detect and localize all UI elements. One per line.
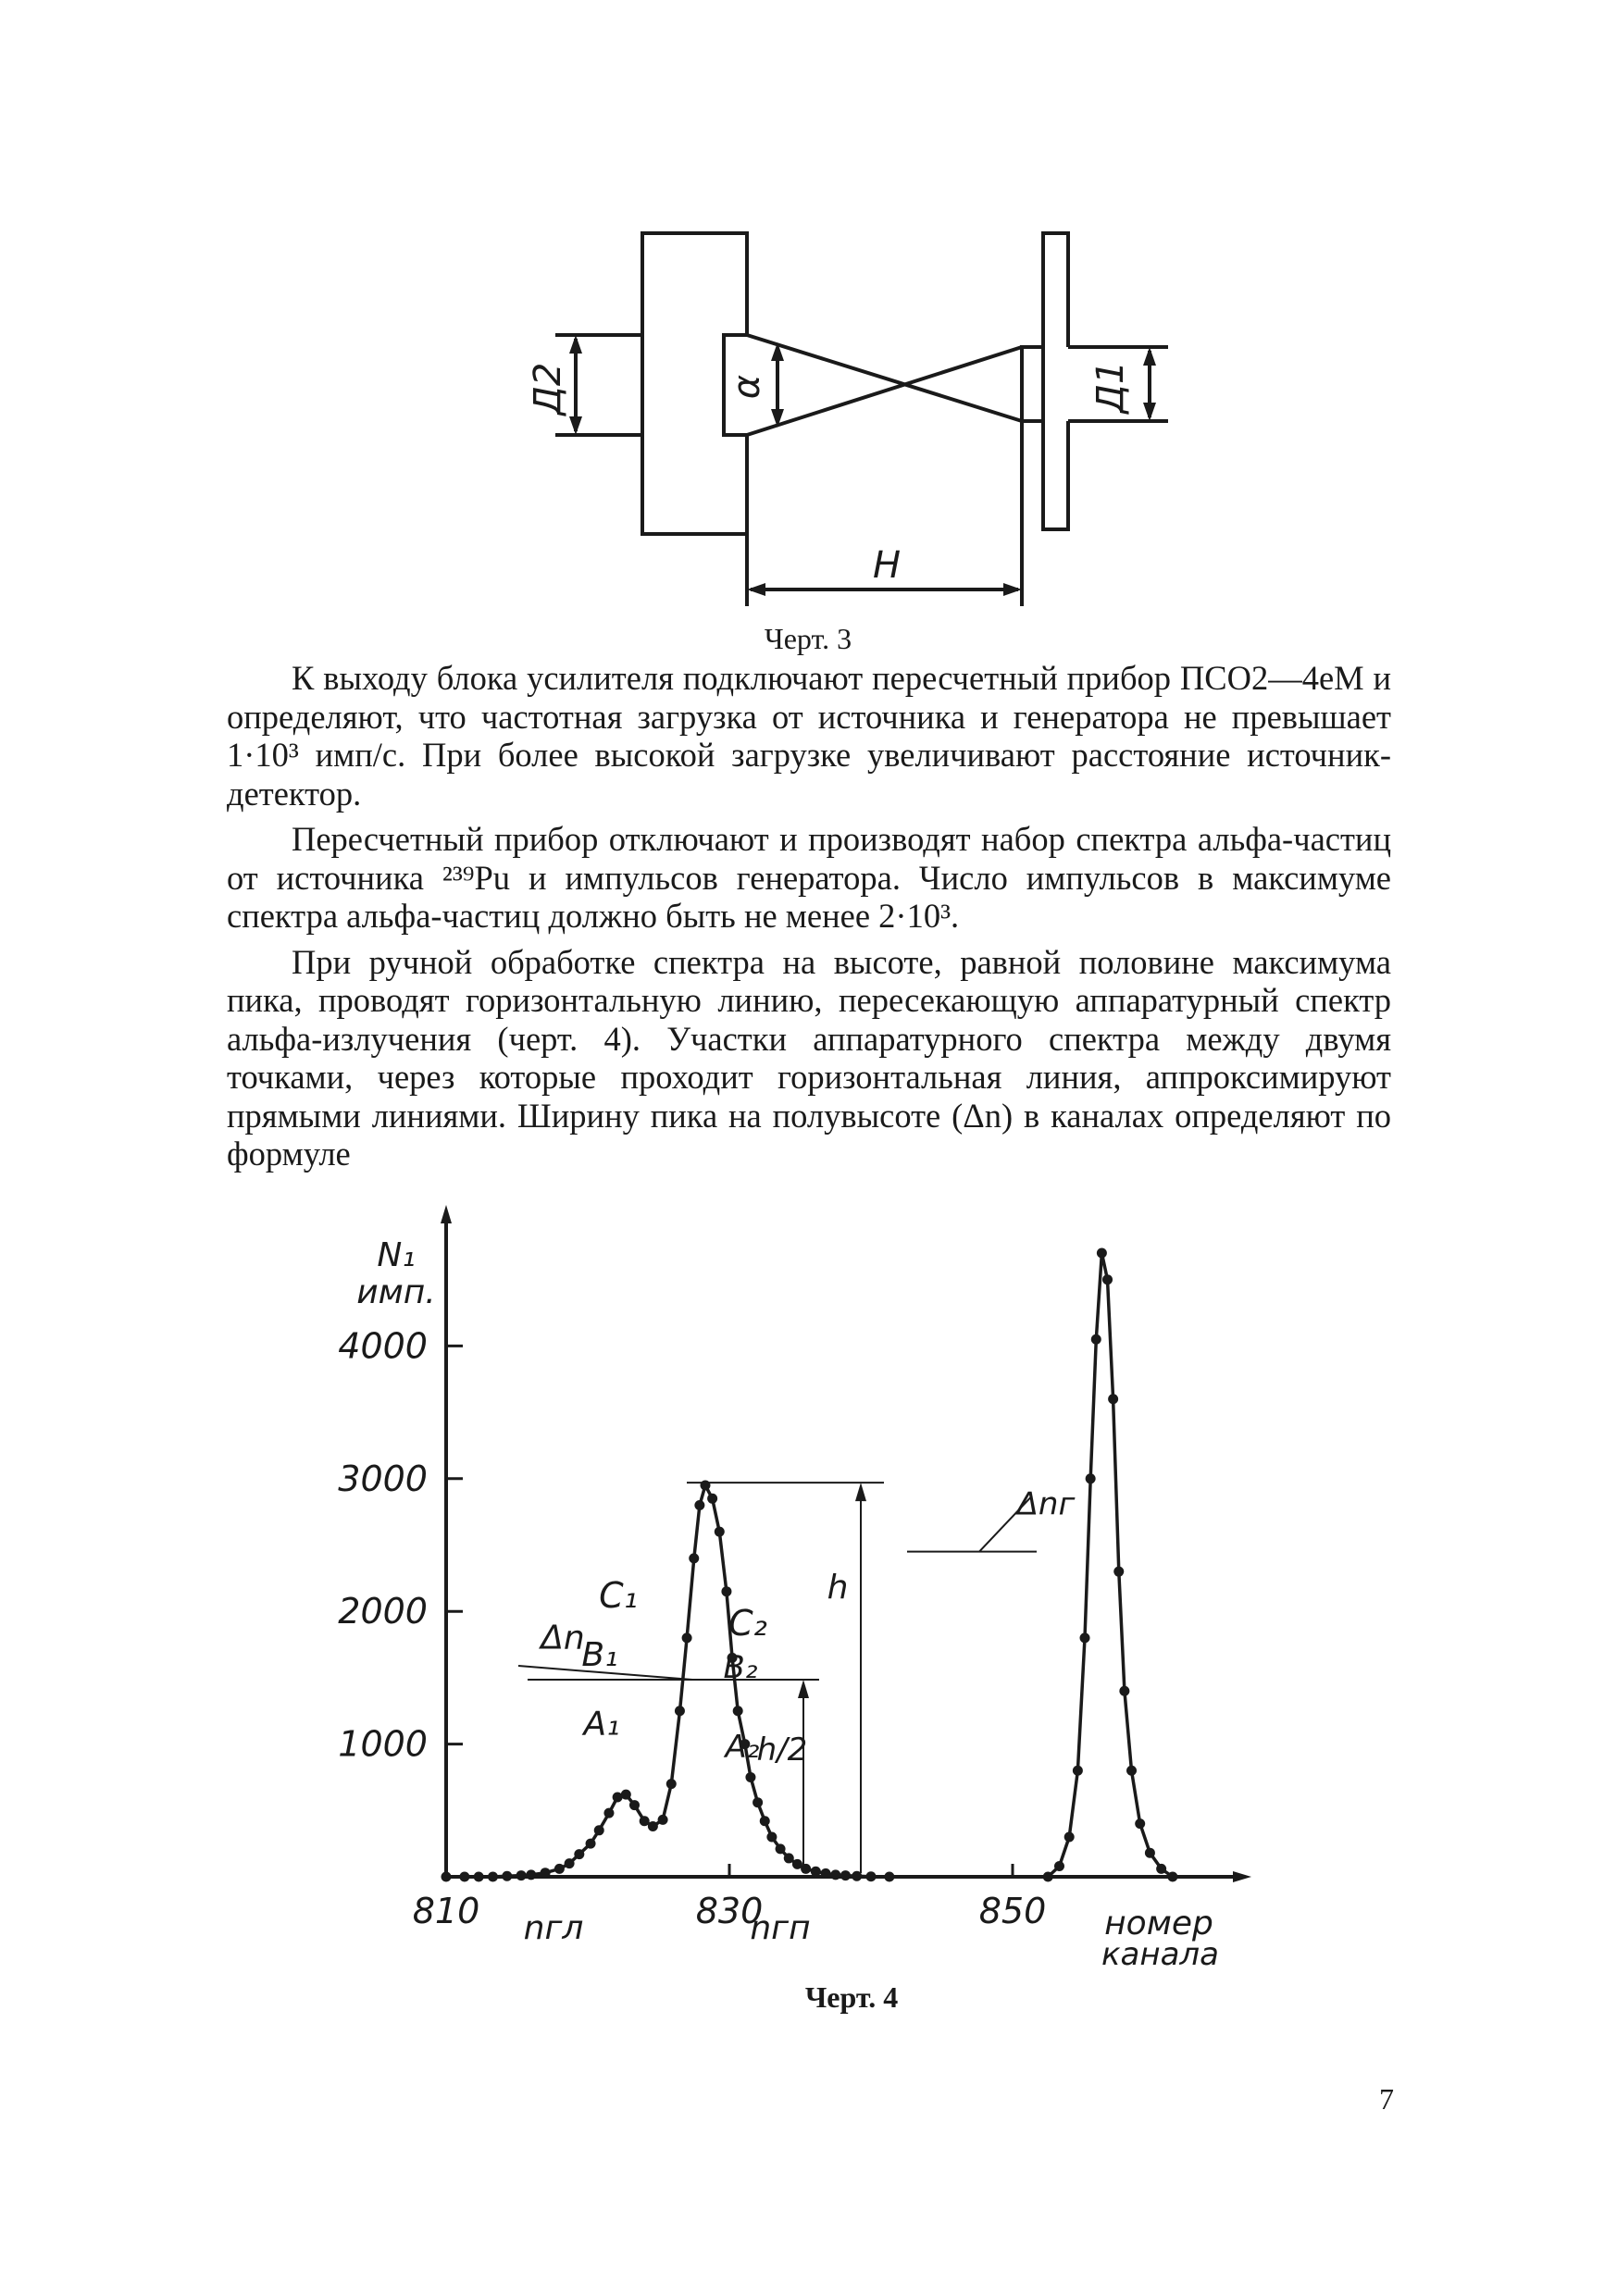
data-point [666, 1779, 677, 1789]
data-point [694, 1500, 704, 1510]
data-point [1091, 1334, 1101, 1345]
data-point [474, 1872, 484, 1882]
h2-arrow-top [798, 1680, 809, 1698]
data-point [707, 1494, 717, 1504]
data-point [526, 1869, 536, 1880]
figure-4-chart [0, 1203, 1617, 1962]
data-point [629, 1800, 640, 1810]
h2-label: h/2 [756, 1731, 808, 1769]
y-tick-label: 4000 [338, 1325, 428, 1367]
data-point [675, 1706, 685, 1716]
c2-label: C₂ [728, 1603, 767, 1644]
data-point [745, 1772, 755, 1782]
data-point [1073, 1766, 1083, 1776]
data-point [801, 1864, 811, 1874]
data-point [658, 1815, 668, 1825]
spectrum-curve-1 [446, 1485, 889, 1877]
data-point [554, 1864, 565, 1874]
data-point [811, 1867, 821, 1877]
data-point [574, 1849, 584, 1859]
data-point [1145, 1848, 1155, 1858]
b1-label: B₁ [581, 1635, 618, 1674]
page-number: 7 [1379, 2082, 1394, 2116]
data-point [682, 1632, 692, 1643]
h-label: h [827, 1568, 849, 1607]
data-point [830, 1869, 840, 1880]
data-point [1135, 1818, 1145, 1829]
data-point [753, 1797, 763, 1807]
marker-n-gl: nгл [523, 1909, 584, 1947]
data-point [1064, 1831, 1075, 1842]
fig3-d2-arrow-top [569, 335, 582, 354]
data-point [594, 1825, 604, 1835]
x-tick-label: 830 [695, 1891, 764, 1931]
y-tick-label: 1000 [338, 1723, 428, 1765]
fig3-d2-label: Д2 [527, 362, 569, 416]
a2-label: A₂ [725, 1728, 760, 1766]
data-point [715, 1527, 725, 1537]
data-point [1086, 1473, 1096, 1483]
fig3-d1-arrow-bottom [1143, 403, 1156, 421]
data-point [459, 1872, 469, 1882]
data-point [1054, 1861, 1064, 1871]
y-axis-label: N₁ [377, 1236, 416, 1274]
y-axis-unit: имп. [356, 1273, 436, 1311]
data-point [1108, 1394, 1118, 1404]
data-point [689, 1553, 699, 1563]
data-point [640, 1816, 650, 1826]
fig3-right-window [1022, 347, 1073, 421]
data-point [488, 1872, 498, 1882]
c1-label: C₁ [599, 1574, 638, 1616]
body-text [227, 659, 1391, 1181]
y-tick-label: 2000 [338, 1591, 428, 1632]
fig3-ray-1 [747, 335, 1022, 421]
fig3-alpha-label: α [726, 374, 768, 400]
data-point [1080, 1632, 1090, 1643]
data-point [603, 1808, 614, 1818]
dng-label: Δnг [1016, 1485, 1076, 1523]
b2-label: B₂ [723, 1648, 758, 1686]
data-point [1113, 1567, 1124, 1577]
fig3-ray-2 [747, 347, 1022, 435]
dn-label: Δn [541, 1619, 585, 1657]
spectrum-curve-2 [1048, 1253, 1173, 1877]
fig3-h-arrow-right [1003, 583, 1022, 596]
data-point [648, 1821, 658, 1831]
data-point [442, 1872, 452, 1882]
data-point [1102, 1274, 1113, 1285]
x-axis-label-line2-text: канала [1101, 1936, 1220, 1973]
data-point [866, 1871, 877, 1881]
h-arrow-top [855, 1483, 866, 1501]
data-point [1097, 1248, 1107, 1259]
figure-3 [0, 0, 1617, 620]
paragraph-2: Пересчетный прибор отключают и производят набор спектра альфа-частиц от источника ²³⁹Pu и импульсов генератора. Число импульсов в максимуме спектра альфа-частиц должно быть не менее 2·10³. [227, 820, 1391, 935]
a1-label: A₁ [583, 1705, 620, 1744]
paragraph-1: К выходу блока усилителя подключают пересчетный прибор ПСО2—4еМ и определяют, что частотная загрузка от источника и генератора не превышает 1·10³ имп/с. При более высокой загрузке увеличивают расстояние источник-детектор. [227, 659, 1391, 813]
data-point [1156, 1864, 1166, 1874]
x-axis-label-line1: номер [1104, 1905, 1213, 1942]
x-axis-arrow [1233, 1871, 1251, 1882]
x-tick-label: 850 [978, 1891, 1047, 1931]
y-axis-arrow [441, 1205, 452, 1223]
data-point [516, 1870, 527, 1880]
data-point [1167, 1872, 1177, 1882]
data-point [721, 1586, 731, 1596]
data-point [733, 1706, 743, 1716]
data-point [821, 1868, 831, 1879]
data-point [766, 1831, 777, 1842]
data-point [1119, 1686, 1129, 1696]
x-tick-label: 810 [412, 1891, 480, 1931]
data-point [840, 1870, 851, 1880]
data-point [784, 1853, 794, 1863]
figure-4-caption: Черт. 4 [804, 1980, 899, 2014]
fig3-d1-arrow-top [1143, 347, 1156, 366]
data-point [502, 1871, 512, 1881]
fig3-h-arrow-left [747, 583, 765, 596]
fig3-d1-label: Д1 [1089, 360, 1132, 414]
data-point [541, 1868, 551, 1878]
data-point [776, 1843, 786, 1854]
data-point [565, 1858, 575, 1868]
data-point [621, 1790, 631, 1800]
figure-3-caption: Черт. 3 [764, 622, 852, 655]
data-point [586, 1839, 596, 1849]
y-tick-label: 3000 [338, 1458, 428, 1499]
data-point [884, 1872, 894, 1882]
fig3-d2-arrow-bottom [569, 416, 582, 435]
paragraph-3: При ручной обработке спектра на высоте, равной половине максимума пика, проводят горизонтальную линию, пересекающую аппаратурный спектр альфа-излучения (черт. 4). Участки аппаратурного спектра между двумя точками, через которые проходит горизонтальная линия, аппроксимируют прямыми линиями. Ширину пика на полувысоте (Δn) в каналах определяют по формуле [227, 942, 1391, 1173]
data-point [1126, 1766, 1137, 1776]
data-point [760, 1816, 770, 1826]
marker-n-gp: nгп [750, 1909, 811, 1947]
data-point [1043, 1872, 1053, 1882]
fig3-h-label: Н [872, 544, 902, 587]
